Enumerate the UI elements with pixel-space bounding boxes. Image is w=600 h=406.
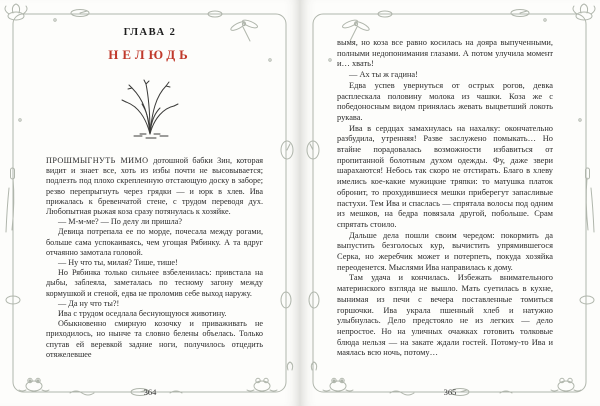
paragraph: Ива в сердцах замахнулась на нахалку: окончательно разбудила, утренняя! Разве заслужено помыкать… Но втайне порадовалась возможности избавиться от пропитанной болотным духом одежды. Фу, даже звери шарахаются! Небось так скоро не отстирать. Благо в хлеву имелись кое-какие мужицкие тряпки: то матушка платок обронит, то прохудившиеся мешки приберегут запасливые пастухи. Тем Ива и спаслась — спрятала волосы под одним из мешков, на бедра повязала другой, побольше. Срам спрятать стоило.: [337, 123, 553, 229]
paragraph: Ива с трудом оседлала беснующуюся животину.: [58, 309, 227, 319]
waterlily-flower-icon: [5, 4, 27, 20]
waterlily-flower-icon: [573, 4, 595, 20]
page-right: [300, 0, 600, 406]
paragraph: Обыкновенно смирную козочку и приваживать не приходилось, но нынче та словно белены объелась. Только спутав ей веревкой задние ноги, получилось отцедить отяжелевшее: [46, 319, 263, 359]
paragraph: Едва успев увернуться от острых рогов, девка расплескала половину молока из чашки. Коза же с победоносным видом принялась жевать выцветший локоть рукава.: [337, 80, 553, 122]
paragraph: Там удача и кончилась. Избежать внимательного материнского взгляда не вышло. Мать суетилась в кухне, вынимая из печи с вечера поставленные томиться горшочки. Ива украла пшенный хлеб и натужно улыбнулась. Дело предстояло не из легких — дело непростое. Но на уличных очажках готовить толковые блюда нельзя — на закате ждали гостей. Потому-то Ива и маялась всю ночь, потому…: [337, 273, 553, 358]
paragraph: Девица потрепала ее по морде, почесала между рогами, больше сама успокаиваясь, чем угощая Рябинку. А та вдруг отчаянно замотала головой.: [46, 227, 263, 257]
leadin-caps: ПРОШМЫГНУТЬ МИМО: [46, 156, 154, 165]
paragraph: — Ну что ты, милая? Тише, тише!: [58, 258, 178, 268]
cattail-icon: [586, 168, 595, 232]
paragraph: ПРОШМЫГНУТЬ МИМО дотошной бабки Зин, которая видит и знает все, хоть из избы почти не высовывается; подлезть под плохо скрепленную отстающую доску в заборе; резво перепрыгнуть через грядки — и юрк в хлев. Ива прижалась к бревенчатой стене, с трудом переводя дух. Любопытная рыжая коза сразу потянулась к хозяйке.: [46, 156, 263, 217]
cattail-icon: [6, 168, 15, 232]
grass-tuft-illustration: [120, 78, 180, 142]
right-page-text: [337, 38, 553, 384]
paragraph: вымя, но коза все равно косилась на дояра выпученными, полными недопонимания глазами. А потом улучила момент и… хвать!: [337, 38, 553, 69]
paragraph: — М-м-ме? — По делу ли пришла?: [58, 217, 182, 227]
page-number-right: 365: [443, 387, 457, 397]
paragraph: Дальше дела пошли своим чередом: покормить да выпустить безголосых кур, вычистить упрямившегося Серка, но жеребчик может и потерпеть, покуда хозяйка переоденется. Мыслями Ива направилась к дому.: [337, 230, 553, 272]
paragraph: Но Рябинка только сильнее взбеленилась: привстала на дыбы, заблеяла, заметалась по тесному загону между кормушкой и стеной, едва не проломив себе выход наружу.: [46, 268, 263, 298]
paragraph: — Да ну что ты?!: [58, 298, 120, 308]
page-number-left: 364: [143, 387, 157, 397]
chapter-label: ГЛАВА 2: [123, 27, 177, 38]
left-page-text: [46, 156, 263, 384]
chapter-title: НЕЛЮДЬ: [108, 47, 192, 62]
paragraph: — Ах ты ж гадина!: [349, 70, 418, 80]
